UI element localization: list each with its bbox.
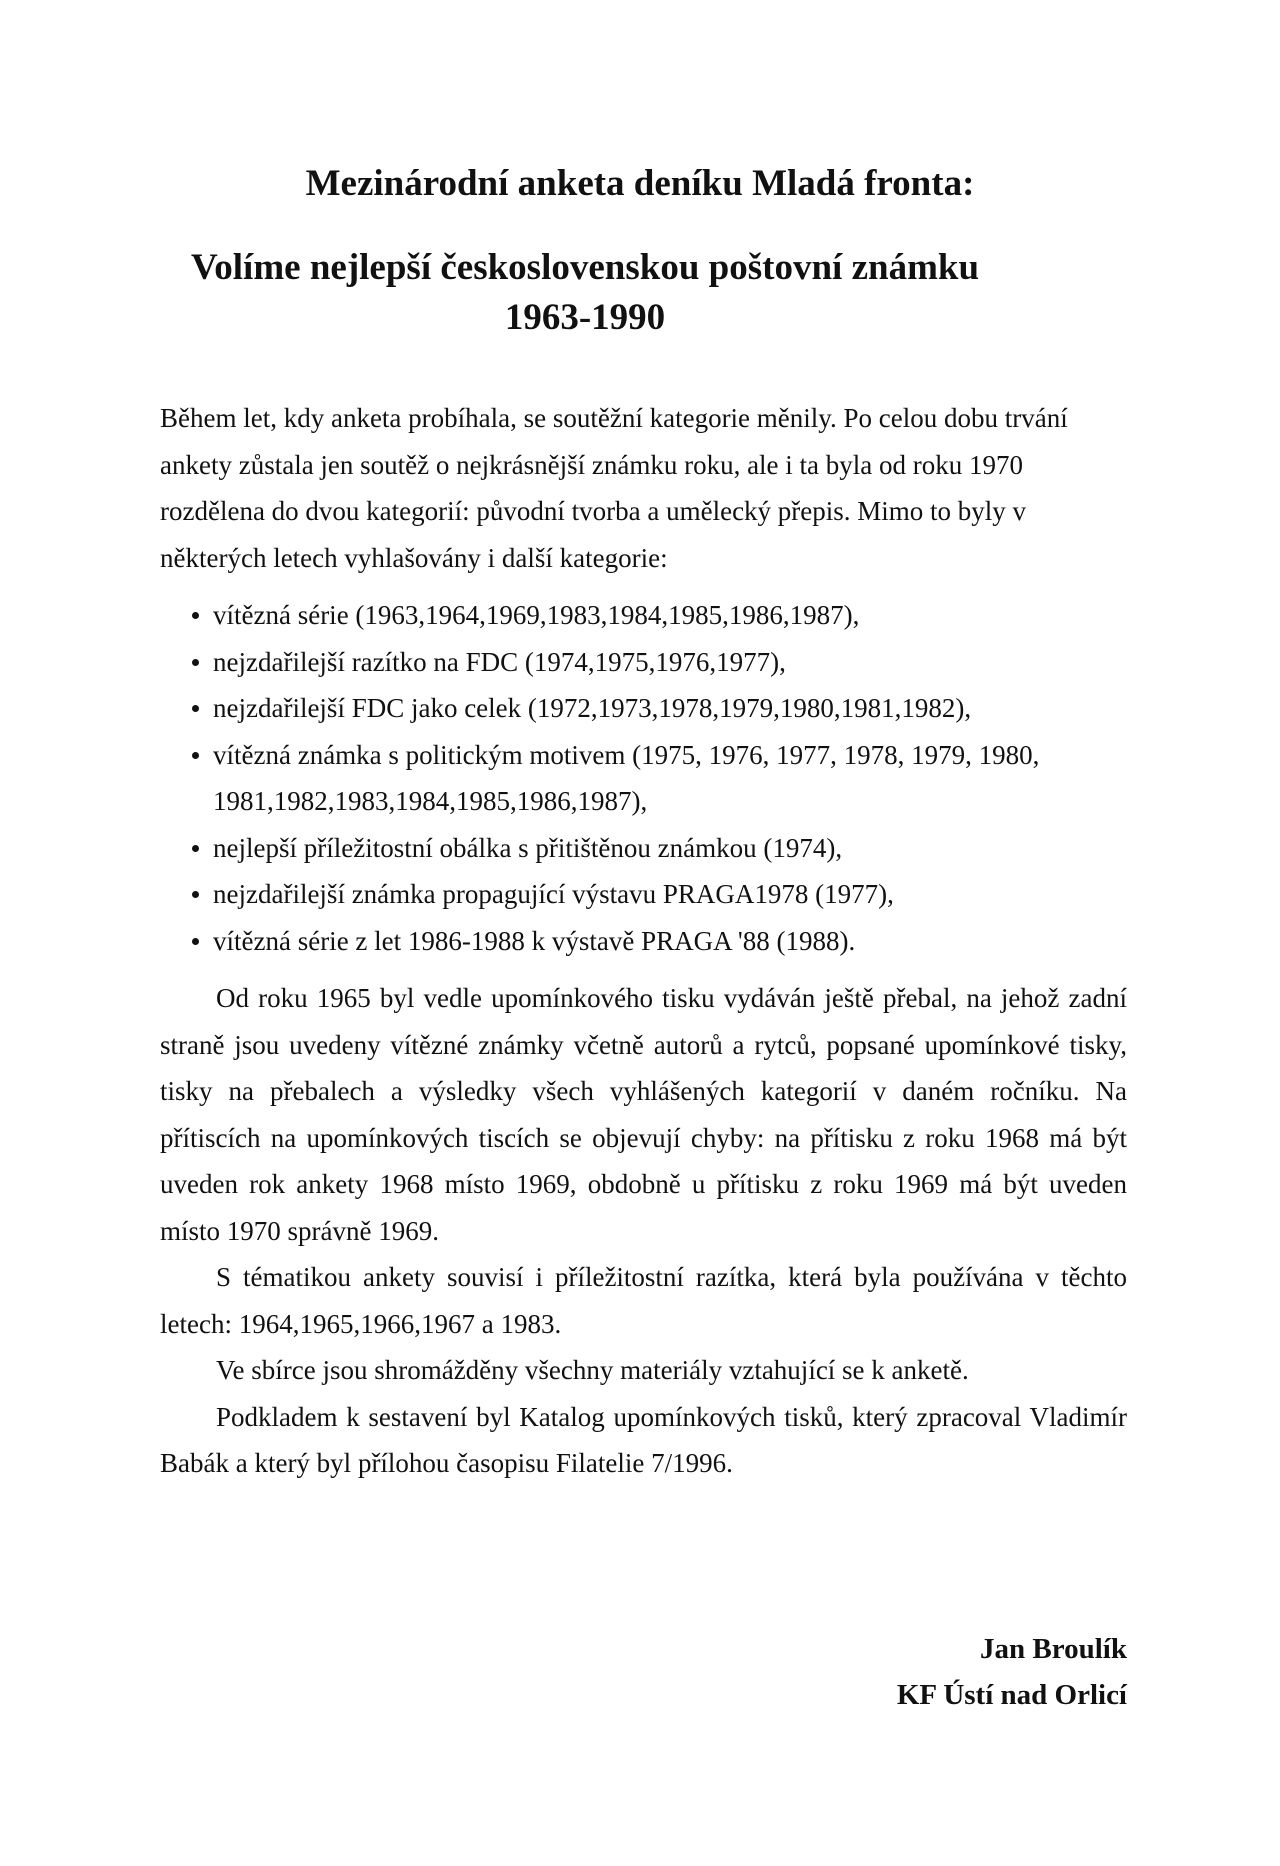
list-item-text: nejzdařilejší FDC jako celek (1972,1973,1978,1979,1980,1981,1982), <box>213 693 972 723</box>
author-organization: KF Ústí nad Orlicí <box>896 1679 1127 1711</box>
subtitle-line: Volíme nejlepší československou poštovní známku <box>190 247 980 288</box>
bullet-icon <box>192 659 199 666</box>
list-item <box>160 871 1127 918</box>
list-item-text: vítězná série (1963,1964,1969,1983,1984,1985,1986,1987), <box>213 600 860 630</box>
list-item <box>160 592 1127 639</box>
bullet-icon <box>192 845 199 852</box>
page-title: Mezinárodní anketa deníku Mladá fronta: <box>305 163 975 204</box>
paragraph-source: Podkladem k sestavení byl Katalog upomínkových tisků, který zpracoval Vladimír Babák a který byl přílohou časopisu Filatelie 7/1996. <box>160 1401 1127 1478</box>
subtitle-years: 1963-1990 <box>504 297 666 338</box>
author-name: Jan Broulík <box>980 1633 1127 1665</box>
signature-block <box>897 1626 1127 1718</box>
list-item <box>160 825 1127 872</box>
list-item-text: nejzdařilejší známka propagující výstavu PRAGA1978 (1977), <box>213 879 894 909</box>
list-item <box>160 639 1127 686</box>
bullet-icon <box>192 891 199 898</box>
list-item-text: nejzdařilejší razítko na FDC (1974,1975,1976,1977), <box>213 646 786 677</box>
category-list <box>160 592 1127 964</box>
document-body <box>160 395 1127 1487</box>
list-item-text: vítězná série z let 1986-1988 k výstavě PRAGA '88 (1988). <box>213 925 856 956</box>
paragraph-collection: Ve sbírce jsou shromážděny všechny materiály vztahující se k anketě. <box>216 1355 969 1385</box>
list-item <box>160 685 1127 732</box>
page-subtitle <box>170 243 1000 343</box>
bullet-icon <box>192 705 199 712</box>
bullet-icon <box>192 612 199 619</box>
list-item-text: nejlepší příležitostní obálka s přitištěnou známkou (1974), <box>213 832 843 863</box>
paragraph-postmarks: S tématikou ankety souvisí i příležitostní razítka, která byla používána v těchto letech: 1964,1965,1966,1967 a 1983. <box>160 1262 1127 1339</box>
paragraph-cover: Od roku 1965 byl vedle upomínkového tisku vydáván ještě přebal, na jehož zadní straně jsou uvedeny vítězné známky včetně autorů a rytců, popsané upomínkové tisky, tisky na přebalech a výsledky všech vyhlášených kategorií v daném ročníku. Na přítiscích na upomínkových tiscích se objevují chyby: na přítisku z roku 1968 má být uveden rok ankety 1968 místo 1969, obdobně u přítisku z roku 1969 má být uveden místo 1970 správně 1969. <box>160 983 1127 1246</box>
list-item <box>160 918 1127 965</box>
list-item-text: vítězná známka s politickým motivem (1975, 1976, 1977, 1978, 1979, 1980, 1981,1982,1983,1984,1985,1986,1987), <box>213 739 1040 816</box>
intro-paragraph: Během let, kdy anketa probíhala, se soutěžní kategorie měnily. Po celou dobu trvání ankety zůstala jen soutěž o nejkrásnější známku roku, ale i ta byla od roku 1970 rozdělena do dvou kategorií: původní tvorba a umělecký přepis. Mimo to byly v některých letech vyhlašovány i další kategorie: <box>160 403 1068 573</box>
bullet-icon <box>192 752 199 759</box>
list-item <box>160 732 1127 825</box>
bullet-icon <box>192 938 199 945</box>
